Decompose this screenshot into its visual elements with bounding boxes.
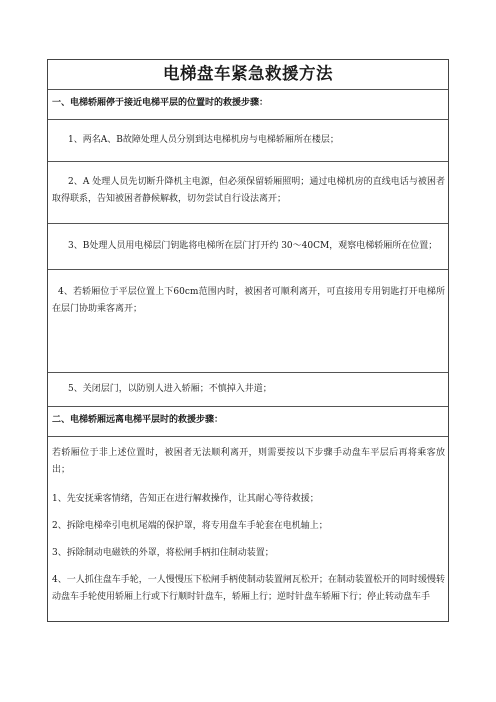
document-title: 电梯盘车紧急救援方法 xyxy=(48,60,448,90)
section1-step-1: 1、两名A、B故障处理人员分别到达电梯机房与电梯轿厢所在楼层； xyxy=(68,135,339,145)
section1-step-5-row xyxy=(48,373,448,407)
section1-step-2: 2、A 处理人员先切断升降机主电源，但必须保留轿厢照明；通过电梯机房的直线电话与被困者取得联系，告知被困者静候解救，切勿尝试自行设法离开； xyxy=(52,177,445,204)
section2-step-3: 3、拆除制动电磁铁的外罩，将松闸手柄扣住制动装置； xyxy=(52,548,274,558)
section2-step-4: 4、一人抓住盘车手轮，一人慢慢压下松闸手柄使制动装置闸瓦松开；在制动装置松开的同时缓慢转动盘车手轮使用轿厢上行或下行顺时针盘车，轿厢上行；逆时针盘车轿厢下行；停止转动盘车手 xyxy=(52,575,445,602)
section1-step-2-row xyxy=(48,162,448,224)
section1-step-3: 3、B处理人员用电梯层门钥匙将电梯所在层门打开约 30～40CM，观察电梯轿厢所在位置； xyxy=(68,241,438,251)
procedure-table xyxy=(47,59,449,622)
section1-step-4: 4、若轿厢位于平层位置上下60cm范围内时，被困者可顺利离开，可直接用专用钥匙打开电梯所在层门协助乘客离开； xyxy=(52,287,445,314)
section2-body xyxy=(48,437,448,623)
section1-step-1-row xyxy=(48,120,448,162)
section2-step-1: 1、先安抚乘客情绪，告知正在进行解救操作，让其耐心等待救援； xyxy=(52,494,319,504)
section2-step-2: 2、拆除电梯牵引电机尾端的保护罩，将专用盘车手轮套在电机轴上； xyxy=(52,521,328,531)
section2-heading: 二、电梯轿厢远离电梯平层时的救援步骤： xyxy=(48,407,448,437)
section2-intro: 若轿厢位于非上述位置时，被困者无法顺利离开，则需要按以下步骤手动盘车平层后再将乘客放出； xyxy=(52,448,445,475)
section1-step-3-row xyxy=(48,224,448,270)
section1-step-4-row xyxy=(48,270,448,373)
section1-step-5: 5、关闭层门，以防别人进入轿厢；不慎掉入井道； xyxy=(68,384,272,394)
section1-heading: 一、电梯轿厢停于接近电梯平层的位置时的救援步骤： xyxy=(48,90,448,120)
